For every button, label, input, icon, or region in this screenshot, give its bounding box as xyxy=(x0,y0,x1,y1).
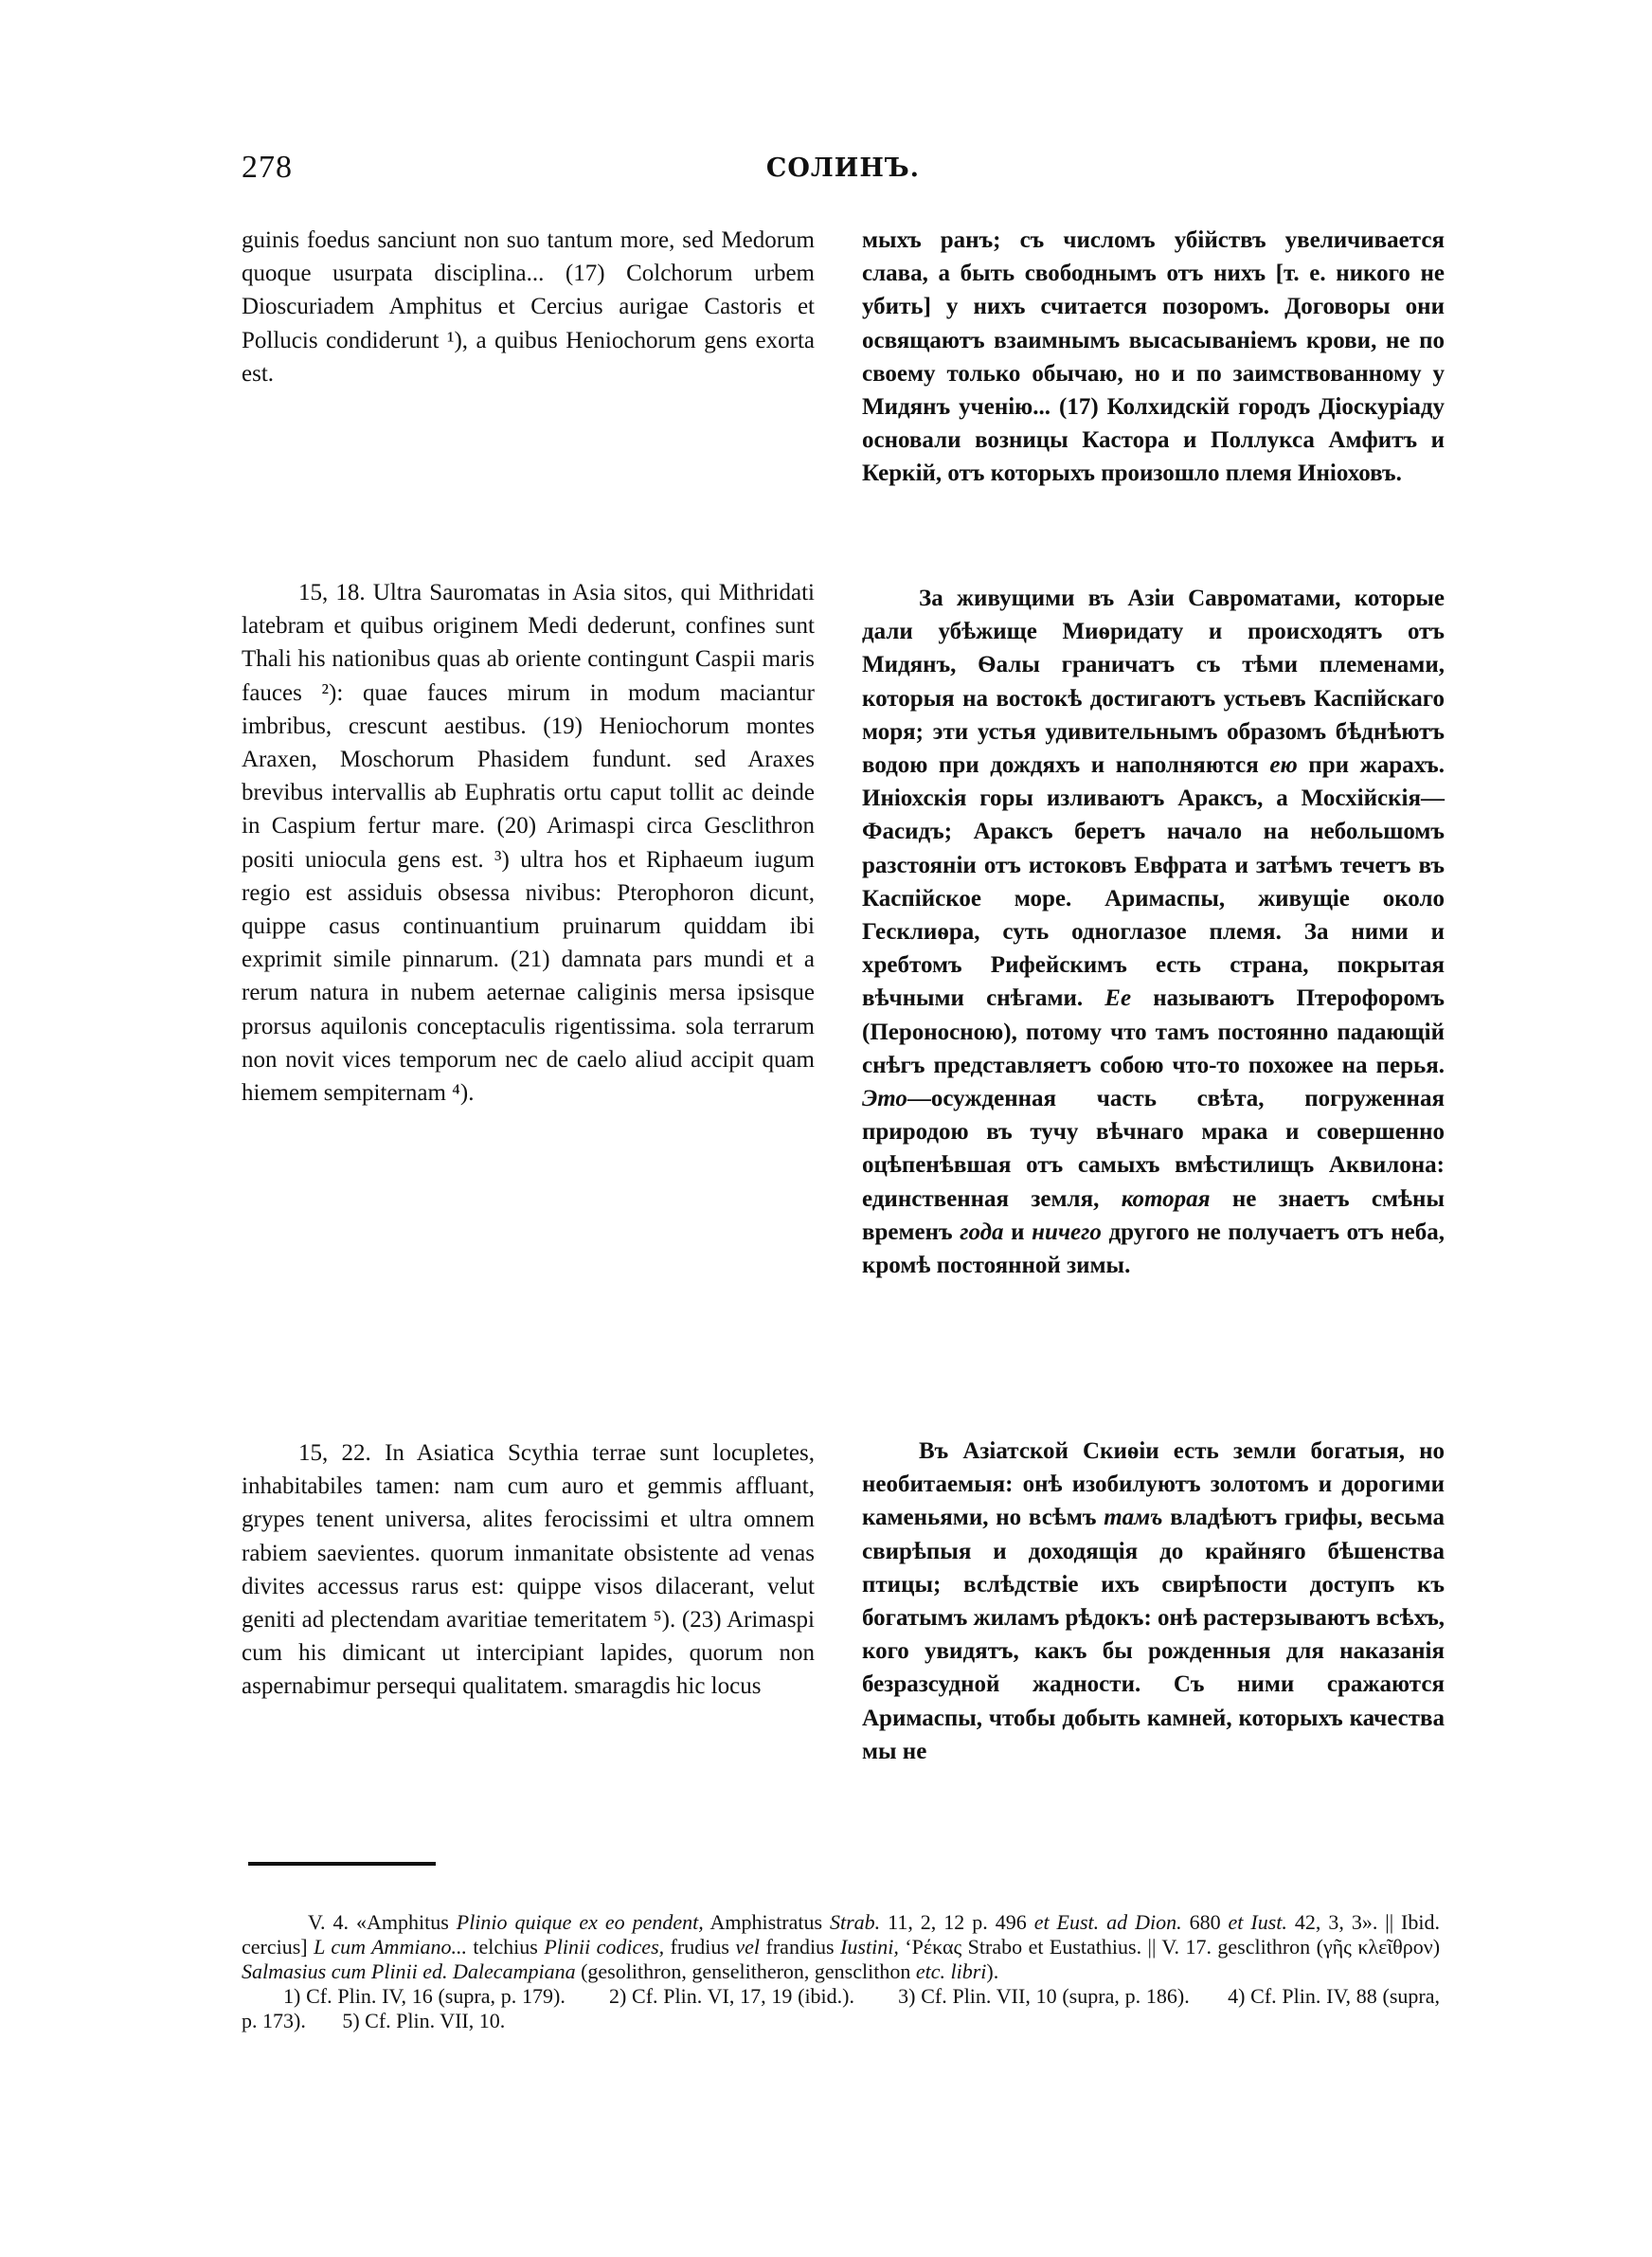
italic-run: Iustini, xyxy=(840,1935,899,1959)
russian-paragraph: мыхъ ранъ; съ числомъ убійствъ увеличивается слава, а быть свободнымъ отъ нихъ [т. е. никого не убить] у нихъ считается позоромъ. Договоры они освящаютъ взаимнымъ высасываніемъ крови, не по своему только обычаю, но и по заимствованному у Мидянъ ученію... (17) Колхидскій городъ Діоскуріаду основали возницы Кастора и Поллукса Амфитъ и Керкій, отъ которыхъ произошло племя Иніоховъ. xyxy=(862,227,1445,487)
italic-run: Salmasius cum Plinii ed. Dalecampiana xyxy=(242,1959,576,1983)
italic-run: et Eust. ad Dion. xyxy=(1033,1910,1182,1934)
running-title: СОЛИНЪ. xyxy=(765,153,921,183)
footnote-5: 5) Cf. Plin. VII, 10. xyxy=(342,2009,506,2032)
text-run: Въ Азіатской Скиѳіи есть земли богатыя, но необитаемыя: онѣ изобилуютъ золотомъ и дорогими каменьями, но всѣмъ xyxy=(862,1438,1445,1531)
russian-paragraph xyxy=(862,582,1445,1282)
text-run: —осужденная часть свѣта, погруженная природою въ тучу вѣчнаго мрака и совершенно оцѣпенѣвшая отъ самыхъ вмѣстилищъ Аквилона: единственная земля, xyxy=(862,1086,1445,1212)
text-run: при жарахъ. Иніохскія горы изливаютъ Араксъ, а Мосхійскія—Фасидъ; Араксъ беретъ начало на небольшомъ разстояніи отъ истоковъ Евфрата и затѣмъ течетъ въ Каспійское море. Аримаспы, живущіе около Гесклиѳра, суть одноглазое племя. За ними и хребтомъ Рифейскимъ есть страна, покрытая вѣчными снѣгами. xyxy=(862,752,1445,1012)
latin-paragraph: guinis foedus sanciunt non suo tantum more, sed Medorum quoque usurpata disciplina... (17) Colchorum urbem Dioscuriadem Amphitus et Cercius aurigae Castoris et Pollucis condiderunt ¹), a quibus Heniochorum gens exorta est. xyxy=(242,227,815,387)
text-run: V. 4. «Amphitus xyxy=(308,1910,457,1934)
footnote-3: 3) Cf. Plin. VII, 10 (supra, p. 186). xyxy=(898,1984,1190,2008)
italic-run: ничего xyxy=(1032,1219,1102,1245)
russian-passage-2 xyxy=(862,582,1445,1282)
text-run: другого не получаетъ отъ неба, кромѣ постоянной зимы. xyxy=(862,1219,1446,1279)
italic-run: года xyxy=(960,1219,1004,1245)
footnotes xyxy=(242,1910,1440,2033)
text-run: ). xyxy=(986,1959,999,1983)
critical-apparatus xyxy=(242,1910,1440,1984)
text-run: frudius xyxy=(664,1935,736,1959)
latin-passage-3 xyxy=(242,1436,815,1704)
running-head xyxy=(242,150,1445,197)
italic-run: Plinio quique ex eo pendent, xyxy=(456,1910,704,1934)
latin-passage-1 xyxy=(242,224,815,390)
text-run: telchius xyxy=(466,1935,545,1959)
italic-run: vel xyxy=(735,1935,761,1959)
text-run: 680 xyxy=(1181,1910,1229,1934)
italic-run: Ее xyxy=(1104,985,1132,1012)
italic-run: которая xyxy=(1121,1185,1211,1212)
italic-run: et Iust. xyxy=(1228,1910,1287,1934)
italic-run: ею xyxy=(1269,752,1298,779)
italic-run: тамъ xyxy=(1104,1505,1163,1531)
latin-paragraph: 15, 18. Ultra Sauromatas in Asia sitos, qui Mithridati latebram et quibus originem Medi dederunt, confines sunt Thali his nationibus quas ab oriente contingunt Caspii maris fauces ²): quae fauces mirum in modum maciantur imbribus, crescunt aestibus. (19) Heniochorum montes Araxen, Moschorum Phasidem fundunt. sed Araxes brevibus intervallis ab Euphratis ortu caput tollit ac deinde in Caspium fertur mare. (20) Arimaspi circa Gesclithron positi uniocula gens est. ³) ultra hos et Riphaeum iugum regio est assiduis obsessa nivibus: Pterophoron dicunt, quippe casus continuantium pruinarum quiddam ibi exprimit simile pinnarum. (21) damnata pars mundi et a rerum natura in nubem aeternae caliginis mersa ipsisque prorsus aquilonis conceptaculis rigentissima. sola terrarum non novit vices temporum nec de caelo aliud accipit quam hiemem sempiternam ⁴). xyxy=(242,580,815,1107)
text-run: frandius xyxy=(760,1935,841,1959)
footnote-1: 1) Cf. Plin. IV, 16 (supra, p. 179). xyxy=(283,1984,566,2008)
italic-run: Это xyxy=(862,1086,907,1112)
text-run: владѣютъ грифы, весьма свирѣпыя и доходящія до крайняго бѣшенства птицы; вслѣдствіе ихъ свирѣпости доступъ къ богатымъ жиламъ рѣдокъ: онѣ растерзываютъ всѣхъ, кого увидятъ, какъ бы рожденныя для наказанія безразсудной жадности. Съ ними сражаются Аримаспы, чтобы добыть камней, которыхъ качества мы не xyxy=(862,1505,1446,1764)
latin-passage-2 xyxy=(242,576,815,1110)
text-run: и xyxy=(1003,1219,1032,1245)
footnote-row xyxy=(242,1984,1440,2033)
italic-run: L cum Ammiano... xyxy=(314,1935,467,1959)
page-number: 278 xyxy=(242,150,293,185)
italic-run: etc. libri xyxy=(915,1959,987,1983)
italic-run: Strab. xyxy=(830,1910,881,1934)
italic-run: Plinii codices, xyxy=(544,1935,665,1959)
footnote-4: 4) Cf. Plin. IV, 88 (supra, p. 173). xyxy=(242,1984,1441,2032)
text-run: (gesolithron, genselitheron, gensclithon xyxy=(575,1959,916,1983)
russian-paragraph xyxy=(862,1435,1445,1768)
text-run: ‘Ρέκας Strabo et Eustathius. || V. 17. gesclithron (γῆς κλεῖθρον) xyxy=(898,1935,1441,1959)
russian-passage-1 xyxy=(862,224,1445,491)
latin-paragraph: 15, 22. In Asiatica Scythia terrae sunt locupletes, inhabitabiles tamen: nam cum auro et gemmis affluant, grypes tenent universa, alites ferocissimi et ultra omnem rabiem saevientes. quorum inmanitate obsistente ad venas divites accessus rarus est: quippe visos dilacerant, velut geniti ad plectendam avaritiae temeritatem ⁵). (23) Arimaspi cum his dimicant ut intercipiant lapides, quorum non aspernabimur persequi qualitatem. smaragdis hic locus xyxy=(242,1440,815,1700)
text-run: 42, 3, 3». || Ibid. cercius] xyxy=(242,1910,1441,1959)
text-run: За живущими въ Азіи Савроматами, которые дали убѣжище Миѳридату и происходятъ отъ Мидянъ, Ѳалы граничатъ съ тѣми племенами, которыя на востокѣ достигаютъ устьевъ Каспійскаго моря; эти устья удивительнымъ образомъ бѣднѣютъ водою при дождяхъ и наполняются xyxy=(862,586,1445,779)
russian-passage-3 xyxy=(862,1435,1445,1768)
text-run: Amphistratus xyxy=(703,1910,830,1934)
footnote-2: 2) Cf. Plin. VI, 17, 19 (ibid.). xyxy=(608,1984,854,2008)
text-run: не знаетъ смѣны временъ xyxy=(862,1185,1445,1245)
text-run: называютъ Птерофоромъ (Пероносною), потому что тамъ постоянно падающій снѣгъ представляетъ собою что-то похожее на перья. xyxy=(862,985,1445,1078)
text-run: 11, 2, 12 p. 496 xyxy=(880,1910,1034,1934)
footnote-rule xyxy=(248,1862,436,1866)
